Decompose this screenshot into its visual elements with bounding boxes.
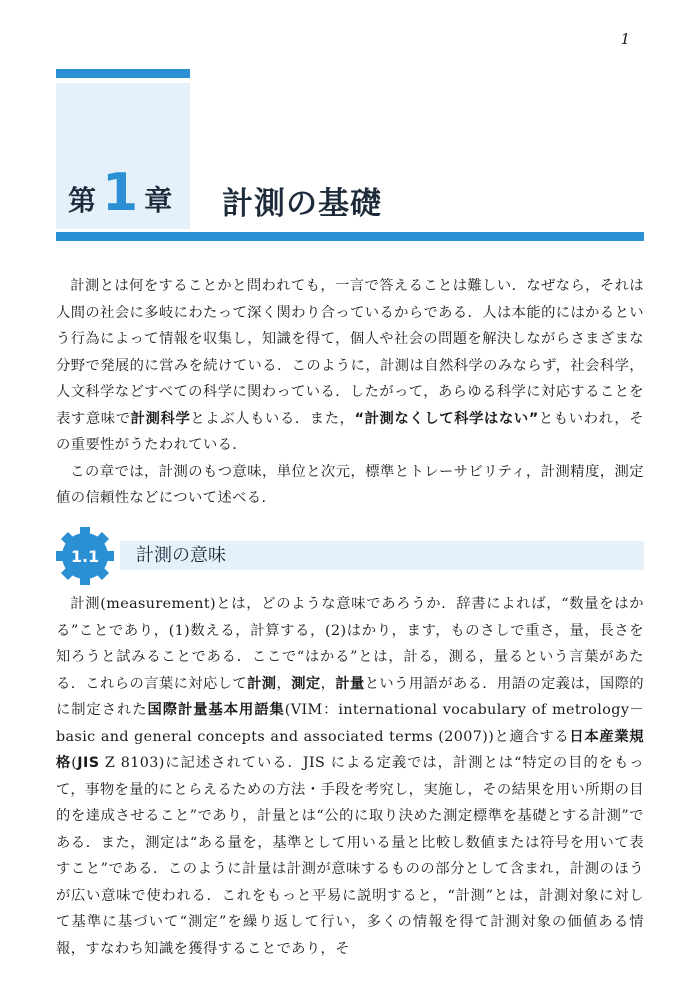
bold-term: 測定 [291,675,321,692]
text-run: ， [320,675,336,692]
chapter-suffix: 章 [144,184,173,217]
chapter-bottom-bar [56,232,644,241]
page-number: 1 [620,30,630,48]
bold-term: 計測科学 [130,410,191,427]
text-run: ともいわれ，その重要性がうたわれている． [56,410,644,453]
text-run: Z 8103)に記述されている．JIS による定義では，計測とは“特定の目的をもって，事物を量的にとらえるための方法・手段を考究し，実施し，その結果を用い所期の目的を達成させること”であり，計量とは“公的に取り決めた測定標準を基礎とする計測”である．また，測定は“ある量を，基準として用いる量と比較し数値または符号を用いて表すこと”である．このように計量は計測が意味するものの部分として含まれ，計測のほうが広い意味で使われる．これをもっと平易に説明すると，“計測”とは，計測対象に対して基準に基づいて“測定”を繰り返して行い，多くの情報を得て計測対象の価値ある情報，すなわち知識を獲得することであり，そ [56,755,644,957]
text-run: 計測とは何をすることかと問われても，一言で答えることは難しい．なぜなら，それは人間の社会に多岐にわたって深く関わり合っているからである．人は本能的にはかるという行為によって情報を収集し，知識を得て，個人や社会の問題を解決しながらさまざまな分野で発展的に営みを続けている．このように，計測は自然科学のみならず，社会科学，人文科学などすべての科学に関わっている．したがって，あらゆる科学に対応することを表す意味で [56,278,644,427]
chapter-title: 計測の基礎 [222,186,382,222]
bold-term: “計測なくして科学はない” [354,410,539,427]
text-run: という用語がある．用語の定義は，国際的に制定された [56,675,644,718]
chapter-prefix: 第 [68,184,97,217]
text-run: ( [71,755,78,771]
chapter-number: 1 [102,163,139,223]
chapter-label [68,163,173,227]
text-run: この章では，計測のもつ意味，単位と次元，標準とトレーサビリティ，計測精度，測定値の信頼性などについて述べる． [56,463,644,506]
text-run: ， [276,675,292,692]
chapter-top-bar [56,69,190,78]
section-text [56,591,644,962]
intro-text [56,273,644,512]
text-run: (VIM：international vocabulary of metrology－basic and general concepts and associated terms (2007))と適合する [56,702,645,745]
intro-paragraph-1 [56,273,644,459]
text-run: 計測(measurement)とは，どのような意味であろうか．辞書によれば，“数量をはかる”ことであり，(1)数える，計算する，(2)はかり，ます，ものさしで重さ，量，長さを知ろうと試みることである．ここで“はかる”とは，計る，測る，量るという言葉があたる．これらの言葉に対応して [56,596,644,692]
intro-paragraph-2 [56,459,644,512]
section-paragraph-1 [56,591,644,962]
section-title: 計測の意味 [136,545,226,566]
bold-term: 計測 [247,675,277,692]
bold-term: 計量 [335,675,365,692]
text-run: とよぶ人もいる．また， [190,410,355,427]
bold-term: 国際計量基本用語集 [147,702,285,718]
section-number: 1.1 [70,546,100,566]
bold-term: 日本産業規格 [56,728,645,771]
bold-term: JIS [77,755,100,771]
